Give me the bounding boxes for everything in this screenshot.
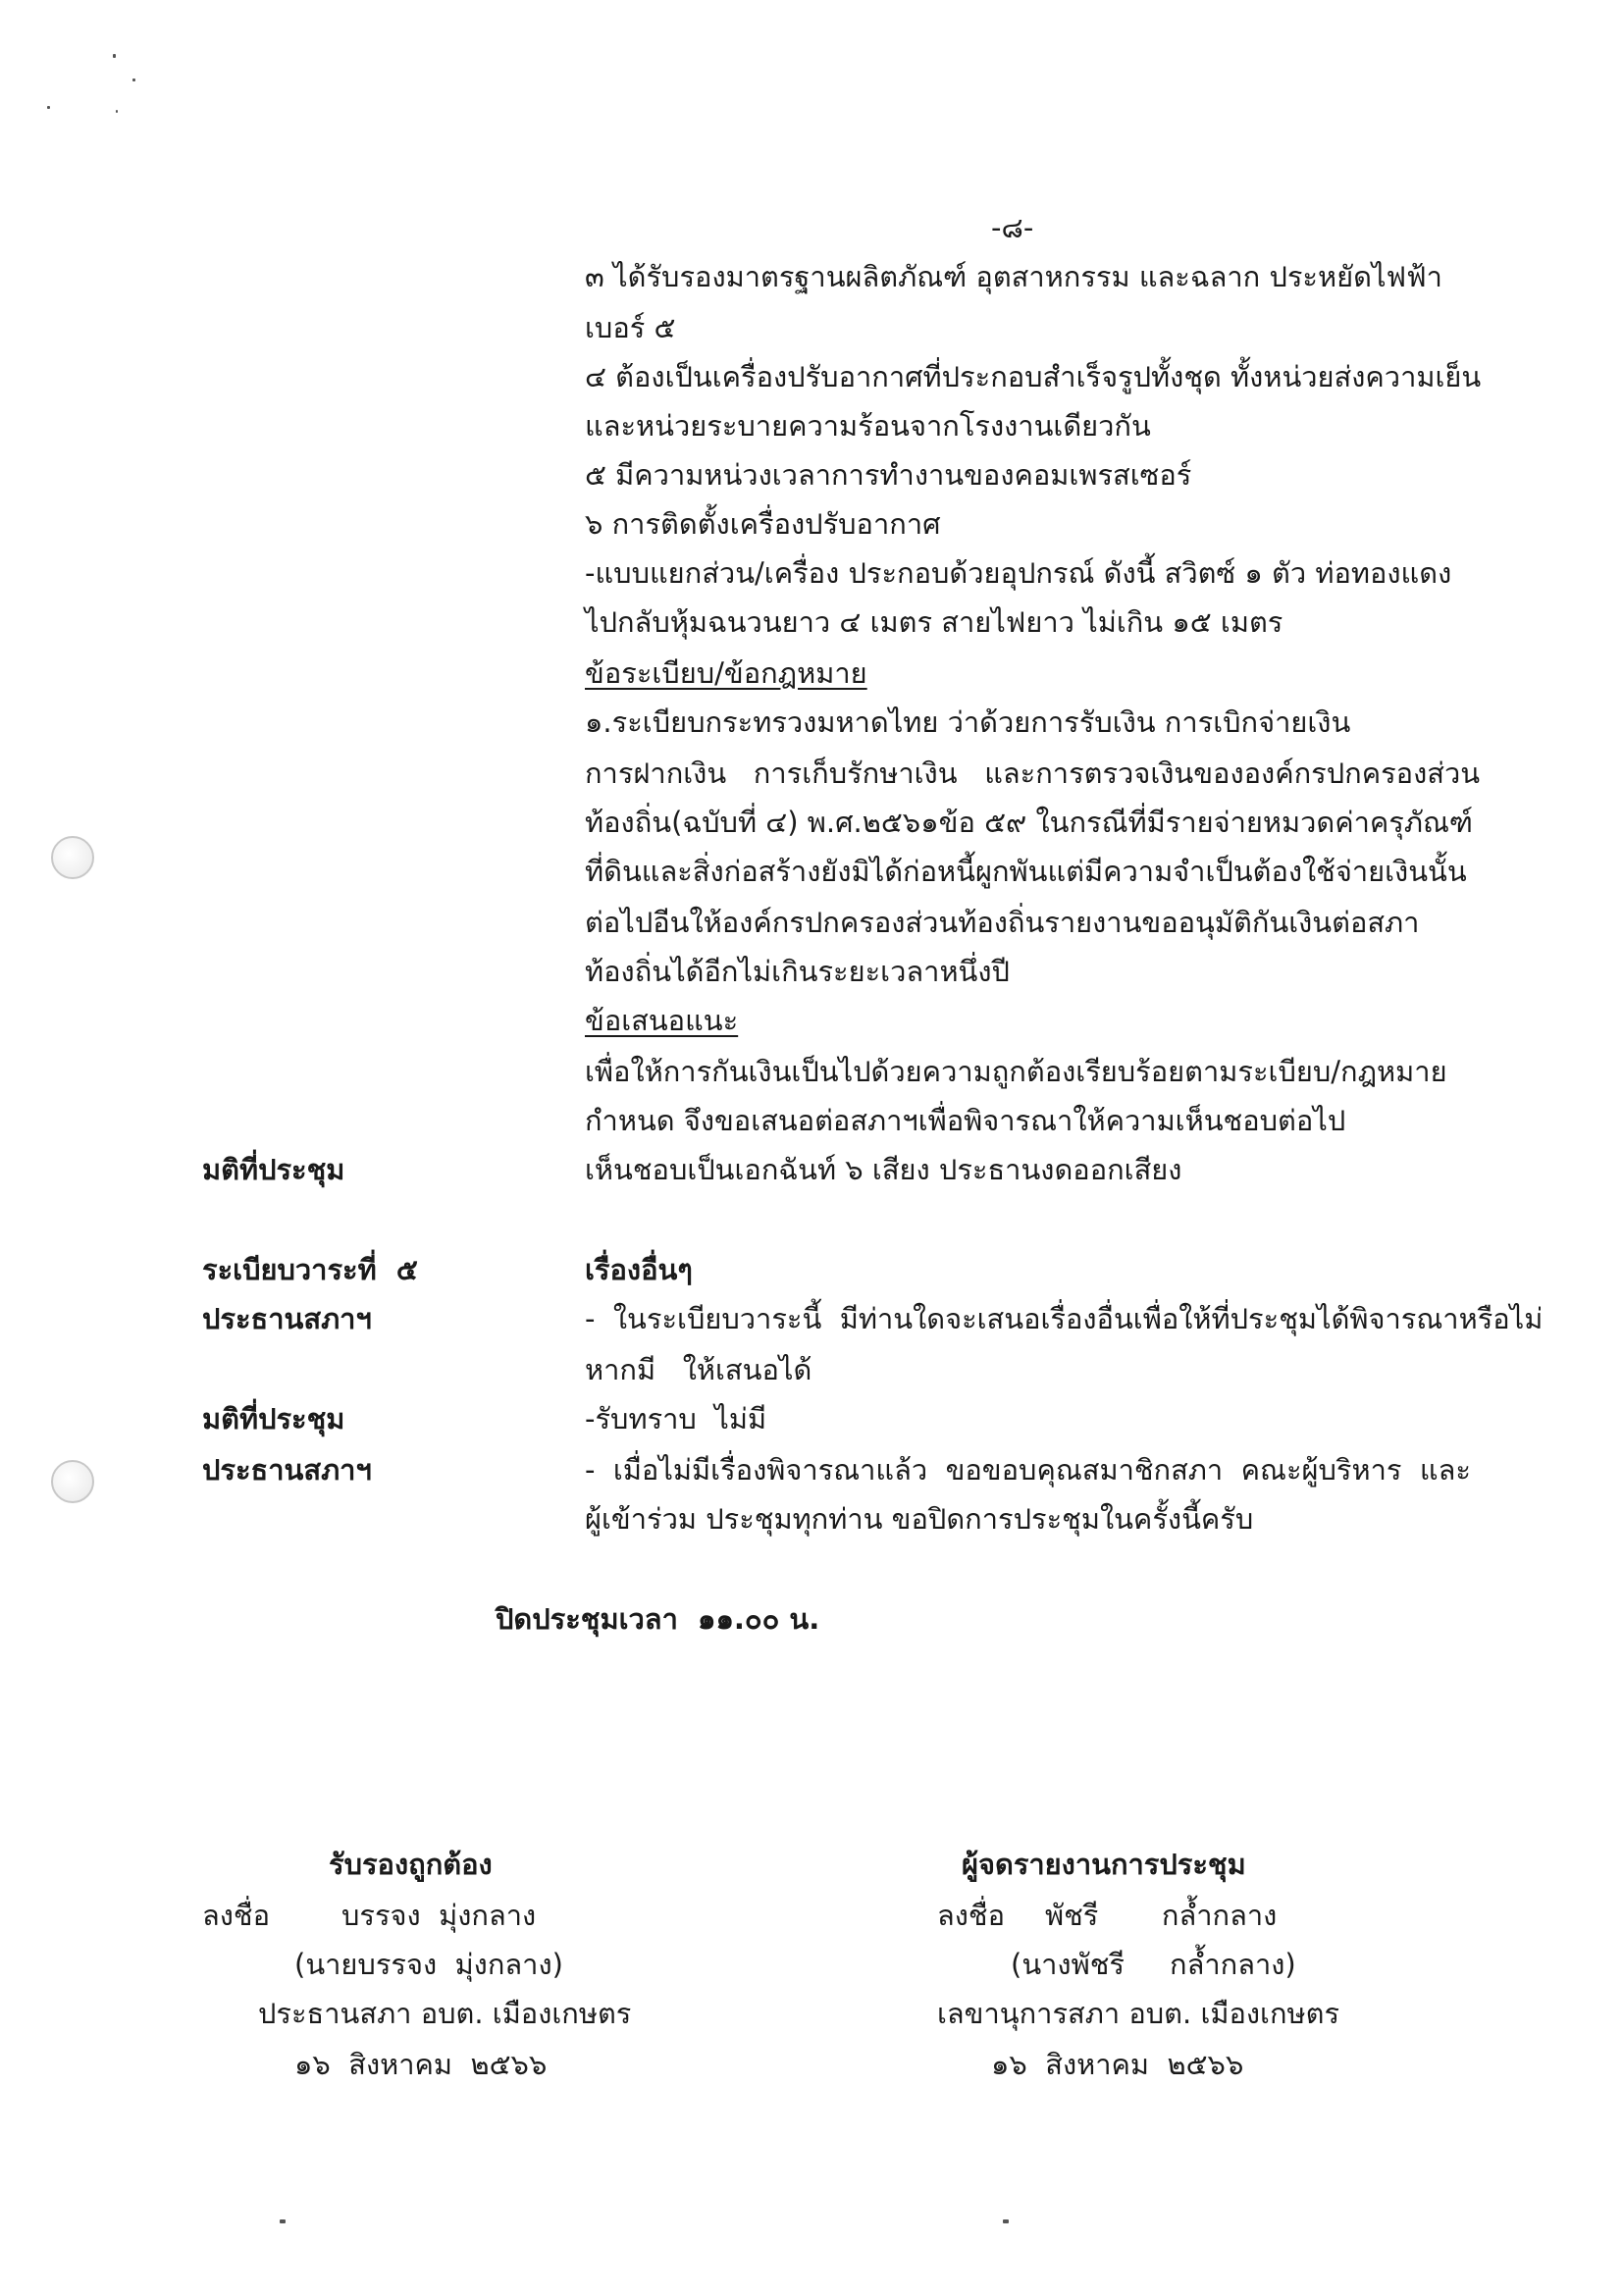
- punch-hole-bottom: [51, 1460, 94, 1503]
- body-line: ๕ มีความหน่วงเวลาการทำงานของคอมเพรสเซอร์: [585, 458, 1192, 492]
- scan-speck: [280, 2219, 286, 2223]
- body-line: ๔ ต้องเป็นเครื่องปรับอากาศที่ประกอบสำเร็จรูปทั้งชุด ทั้งหน่วยส่งความเย็น: [585, 360, 1482, 393]
- resolution-label: มติที่ประชุม: [202, 1153, 345, 1186]
- signature-left-sign-label: ลงชื่อ: [202, 1899, 271, 1932]
- chair-label: ประธานสภาฯ: [202, 1453, 372, 1487]
- regulation-line: ท้องถิ่นได้อีกไม่เกินระยะเวลาหนึ่งปี: [585, 955, 1010, 988]
- body-line: และหน่วยระบายความร้อนจากโรงงานเดียวกัน: [585, 409, 1151, 443]
- scan-speck: [113, 54, 116, 58]
- agenda-label: ระเบียบวาระที่ ๕: [202, 1253, 418, 1286]
- signature-right-position: เลขานุการสภา อบต. เมืองเกษตร: [937, 1997, 1340, 2030]
- chair-line: - เมื่อไม่มีเรื่องพิจารณาแล้ว ขอขอบคุณสมาชิกสภา คณะผู้บริหาร และ: [585, 1453, 1471, 1487]
- signature-left-heading: รับรองถูกต้อง: [329, 1848, 493, 1881]
- resolution-label: มติที่ประชุม: [202, 1402, 345, 1435]
- regulation-line: ที่ดินและสิ่งก่อสร้างยังมิได้ก่อหนี้ผูกพันแต่มีความจำเป็นต้องใช้จ่ายเงินนั้น: [585, 855, 1467, 888]
- regulation-line: ท้องถิ่น(ฉบับที่ ๔) พ.ศ.๒๕๖๑ข้อ ๕๙ ในกรณีที่มีรายจ่ายหมวดค่าครุภัณฑ์: [585, 806, 1473, 839]
- proposal-line: กำหนด จึงขอเสนอต่อสภาฯเพื่อพิจารณาให้ความเห็นชอบต่อไป: [585, 1104, 1346, 1137]
- scan-speck: [47, 106, 50, 109]
- signature-right-heading: ผู้จดรายงานการประชุม: [962, 1848, 1246, 1881]
- chair-label: ประธานสภาฯ: [202, 1302, 372, 1335]
- body-line: ๓ ได้รับรองมาตรฐานผลิตภัณฑ์ อุตสาหกรรม และฉลาก ประหยัดไฟฟ้า: [585, 260, 1442, 293]
- signature-left-position: ประธานสภา อบต. เมืองเกษตร: [258, 1997, 632, 2030]
- regulation-heading: ข้อระเบียบ/ข้อกฎหมาย: [585, 656, 867, 690]
- scan-speck: [1003, 2219, 1009, 2223]
- regulation-line: การฝากเงิน การเก็บรักษาเงิน และการตรวจเงินขององค์กรปกครองส่วน: [585, 757, 1481, 790]
- body-line: เบอร์ ๕: [585, 311, 676, 344]
- resolution-text: -รับทราบ ไม่มี: [585, 1402, 767, 1435]
- signature-right-signature: พัชรี กล้ำกลาง: [1045, 1899, 1278, 1932]
- signature-left-name: (นายบรรจง มุ่งกลาง): [294, 1948, 563, 1981]
- body-line: -แบบแยกส่วน/เครื่อง ประกอบด้วยอุปกรณ์ ดังนี้ สวิตซ์ ๑ ตัว ท่อทองแดง: [585, 556, 1452, 590]
- agenda-title: เรื่องอื่นๆ: [585, 1253, 693, 1286]
- signature-right-sign-label: ลงชื่อ: [937, 1899, 1006, 1932]
- punch-hole-top: [51, 836, 94, 879]
- page-number: -๘-: [991, 211, 1034, 244]
- signature-left-date: ๑๖ สิงหาคม ๒๕๖๖: [294, 2048, 548, 2081]
- body-line: ไปกลับหุ้มฉนวนยาว ๔ เมตร สายไฟยาว ไม่เกิน ๑๕ เมตร: [585, 605, 1283, 639]
- signature-right-name: (นางพัชรี กล้ำกลาง): [1011, 1948, 1296, 1981]
- regulation-line: ต่อไปอีนให้องค์กรปกครองส่วนท้องถิ่นรายงานขออนุมัติกันเงินต่อสภา: [585, 906, 1420, 939]
- chair-line: - ในระเบียบวาระนี้ มีท่านใดจะเสนอเรื่องอื่นเพื่อให้ที่ประชุมได้พิจารณาหรือไม่: [585, 1302, 1544, 1335]
- signature-left-signature: บรรจง มุ่งกลาง: [341, 1899, 537, 1932]
- body-line: ๖ การติดตั้งเครื่องปรับอากาศ: [585, 507, 941, 541]
- resolution-text: เห็นชอบเป็นเอกฉันท์ ๖ เสียง ประธานงดออกเสียง: [585, 1153, 1182, 1186]
- scan-speck: [116, 110, 118, 113]
- signature-right-date: ๑๖ สิงหาคม ๒๕๖๖: [991, 2048, 1244, 2081]
- closing-time: ปิดประชุมเวลา ๑๑.๐๐ น.: [496, 1602, 820, 1636]
- regulation-line: ๑.ระเบียบกระทรวงมหาดไทย ว่าด้วยการรับเงิน การเบิกจ่ายเงิน: [585, 705, 1351, 739]
- proposal-line: เพื่อให้การกันเงินเป็นไปด้วยความถูกต้องเรียบร้อยตามระเบียบ/กฎหมาย: [585, 1055, 1447, 1088]
- proposal-heading: ข้อเสนอแนะ: [585, 1004, 739, 1037]
- chair-line: หากมี ให้เสนอได้: [585, 1353, 812, 1386]
- scan-speck: [132, 78, 135, 81]
- chair-line: ผู้เข้าร่วม ประชุมทุกท่าน ขอปิดการประชุมในครั้งนี้ครับ: [585, 1502, 1254, 1536]
